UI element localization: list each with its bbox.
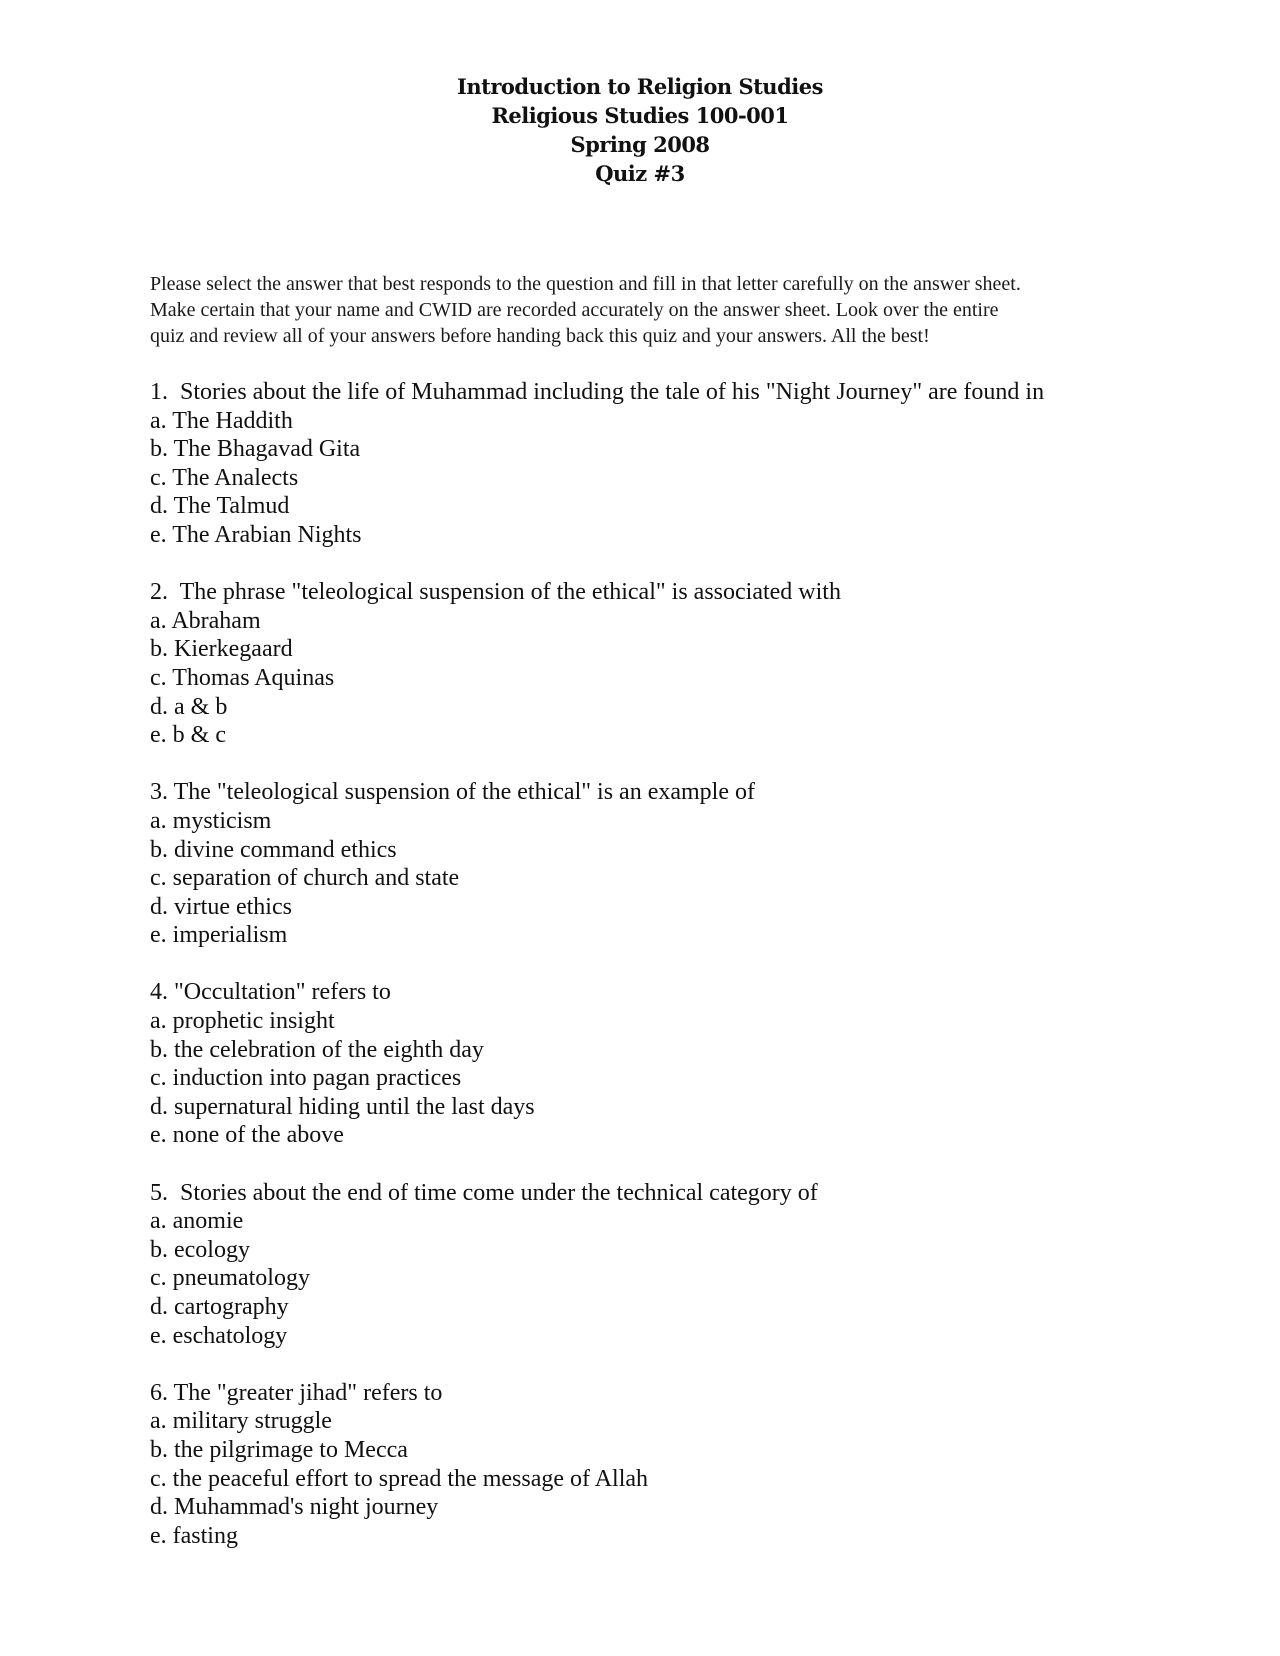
answer-option: a. military struggle: [150, 1408, 332, 1435]
quiz-header: [0, 72, 1280, 188]
answer-option: b. the celebration of the eighth day: [150, 1036, 484, 1063]
instructions-line: Make certain that your name and CWID are recorded accurately on the answer sheet. Look over the entire: [150, 299, 999, 321]
answer-option: d. a & b: [150, 693, 228, 720]
question-5: [150, 1179, 1150, 1351]
course-number: Religious Studies 100-001: [491, 103, 789, 128]
answer-option: a. The Haddith: [150, 407, 293, 434]
answer-option: c. Thomas Aquinas: [150, 664, 335, 691]
course-title: Introduction to Religion Studies: [457, 74, 823, 99]
answer-option: d. virtue ethics: [150, 893, 292, 920]
question-stem: 6. The "greater jihad" refers to: [150, 1379, 443, 1406]
question-stem: 2. The phrase "teleological suspension of the ethical" is associated with: [150, 579, 841, 606]
answer-option: e. b & c: [150, 722, 226, 749]
answer-option: b. The Bhagavad Gita: [150, 436, 361, 463]
answer-option: a. anomie: [150, 1208, 244, 1235]
instructions-line: Please select the answer that best responds to the question and fill in that letter carefully on the answer sheet.: [150, 273, 1021, 295]
answer-option: e. imperialism: [150, 922, 288, 949]
question-3: [150, 778, 1150, 950]
answer-option: a. Abraham: [150, 607, 261, 634]
question-4: [150, 978, 1150, 1150]
answer-option: b. divine command ethics: [150, 836, 397, 863]
instructions: [150, 271, 1130, 349]
question-1: [150, 378, 1150, 550]
answer-option: c. the peaceful effort to spread the message of Allah: [150, 1465, 649, 1492]
term: Spring 2008: [570, 132, 710, 157]
answer-option: b. Kierkegaard: [150, 636, 293, 663]
question-list: [150, 378, 1150, 1579]
answer-option: d. supernatural hiding until the last days: [150, 1093, 535, 1120]
question-stem: 1. Stories about the life of Muhammad including the tale of his "Night Journey" are found in: [150, 379, 1045, 405]
answer-option: b. the pilgrimage to Mecca: [150, 1436, 408, 1463]
answer-option: e. fasting: [150, 1522, 238, 1549]
question-stem: 3. The "teleological suspension of the ethical" is an example of: [150, 779, 755, 806]
question-2: [150, 578, 1150, 750]
question-stem: 4. "Occultation" refers to: [150, 979, 391, 1006]
answer-option: a. prophetic insight: [150, 1008, 335, 1035]
question-6: [150, 1379, 1150, 1551]
question-stem: 5. Stories about the end of time come under the technical category of: [150, 1179, 818, 1206]
answer-option: c. induction into pagan practices: [150, 1065, 462, 1092]
answer-option: d. cartography: [150, 1294, 289, 1320]
answer-option: a. mysticism: [150, 807, 272, 834]
answer-option: c. The Analects: [150, 464, 299, 491]
quiz-title: Quiz #3: [595, 161, 685, 186]
answer-option: c. pneumatology: [150, 1265, 310, 1292]
answer-option: b. ecology: [150, 1236, 250, 1263]
instructions-line: quiz and review all of your answers before handing back this quiz and your answers. All the best!: [150, 325, 930, 347]
answer-option: e. eschatology: [150, 1322, 288, 1349]
answer-option: c. separation of church and state: [150, 865, 460, 892]
answer-option: e. none of the above: [150, 1122, 344, 1149]
answer-option: d. Muhammad's night journey: [150, 1494, 439, 1521]
answer-option: d. The Talmud: [150, 493, 290, 520]
answer-option: e. The Arabian Nights: [150, 521, 362, 548]
